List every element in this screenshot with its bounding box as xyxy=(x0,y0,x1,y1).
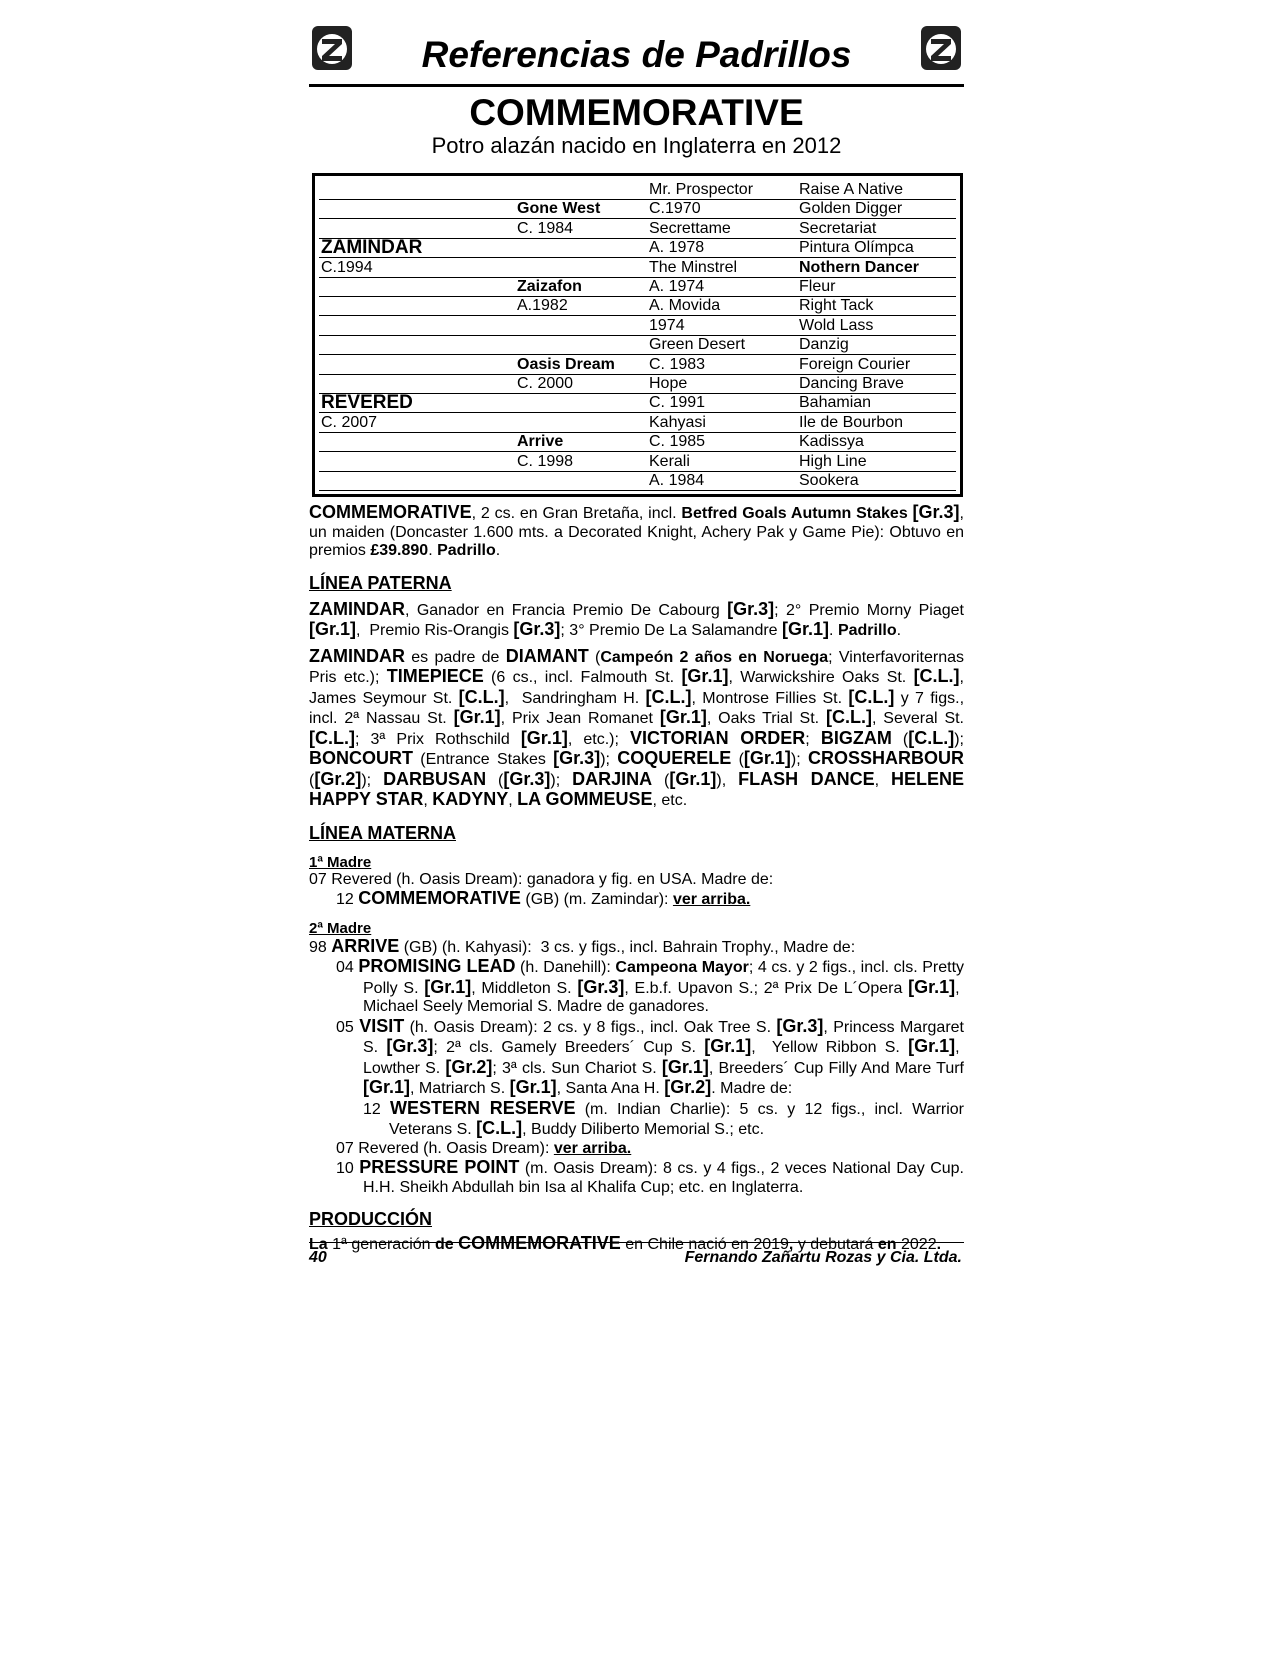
pedigree-row xyxy=(319,452,956,472)
logo-icon xyxy=(918,24,964,72)
second-dam-heading: 2ª Madre xyxy=(309,919,372,937)
pedigree-cell-c4: High Line xyxy=(799,452,867,470)
pedigree-row xyxy=(319,258,956,278)
pedigree-cell-c3: Hope xyxy=(649,375,688,392)
pedigree-row xyxy=(319,471,956,491)
pedigree-cell-c2: Zaizafon xyxy=(517,278,582,295)
pedigree-cell-c4: Danzig xyxy=(799,336,849,354)
pedigree-cell-c1: ZAMINDAR xyxy=(321,237,423,259)
header-title: Referencias de Padrillos xyxy=(421,34,852,75)
pedigree-cell-c3: Mr. Prospector xyxy=(649,181,754,198)
pedigree-row xyxy=(319,199,956,219)
pedigree-cell-c3: Green Desert xyxy=(649,336,746,354)
section-produccion: PRODUCCIÓN xyxy=(309,1209,433,1229)
pedigree-row xyxy=(319,393,956,413)
pedigree-cell-c2: Gone West xyxy=(517,200,601,218)
pedigree-cell-c3: A. 1984 xyxy=(649,472,705,489)
pedigree-cell-c1: C. 2007 xyxy=(321,413,378,431)
page-footer xyxy=(309,1242,964,1267)
pedigree-cell-c4: Secretariat xyxy=(799,219,877,237)
pedigree-row xyxy=(319,219,956,239)
pedigree-cell-c2: Oasis Dream xyxy=(517,355,615,373)
pedigree-cell-c2: A.1982 xyxy=(517,297,568,315)
pedigree-row xyxy=(319,277,956,297)
footer-company: Fernando Zañartu Rozas y Cia. Ltda. xyxy=(684,1249,962,1266)
pedigree-row xyxy=(319,374,956,394)
pedigree-row xyxy=(319,316,956,336)
pedigree-cell-c3: C. 1983 xyxy=(649,355,706,373)
pedigree-table xyxy=(312,173,963,497)
pedigree-row xyxy=(319,238,956,258)
pedigree-row xyxy=(319,413,956,433)
first-dam-entry: 07 Revered (h. Oasis Dream): ganadora y fig. en USA. Madre de: xyxy=(309,870,774,888)
production-text: La 1ª generación de COMMEMORATIVE en Chile nació en 2019, y debutará en 2022. xyxy=(309,1233,942,1253)
pedigree-cell-c4: Ile de Bourbon xyxy=(799,413,904,431)
pedigree-cell-c3: A. Movida xyxy=(649,297,721,315)
pedigree-row xyxy=(319,296,956,316)
pedigree-cell-c4: Golden Digger xyxy=(799,200,903,218)
horse-name: COMMEMORATIVE xyxy=(469,92,804,133)
sire-summary: ZAMINDAR, Ganador en Francia Premio De Cabourg [Gr.3]; 2° Premio Morny Piaget [Gr.1], Premio Ris-Orangis [Gr.3]; 3° Premio De La Salamandre [Gr.1]. Padrillo. xyxy=(309,598,965,639)
page-header xyxy=(309,20,964,87)
pedigree-cell-c4: Bahamian xyxy=(799,394,872,412)
pedigree-row xyxy=(319,355,956,375)
pedigree-row xyxy=(319,432,956,452)
section-linea-materna: LÍNEA MATERNA xyxy=(309,822,456,843)
section-linea-paterna: LÍNEA PATERNA xyxy=(309,572,452,593)
pedigree-cell-c3: C. 1991 xyxy=(649,394,706,412)
page xyxy=(309,20,964,1255)
pedigree-cell-c4: Kadissya xyxy=(799,433,864,451)
pedigree-cell-c3: The Minstrel xyxy=(649,258,738,276)
pedigree-row xyxy=(319,180,956,200)
pedigree-cell-c2: Arrive xyxy=(517,433,564,451)
second-dam-foal: 05 VISIT (h. Oasis Dream): 2 cs. y 8 figs., incl. Oak Tree S. [Gr.3], Princess Margaret S. [Gr.3]; 2ª cls. Gamely Breeders´ Cup S. [Gr.1], Yellow Ribbon S. [Gr.1], Lowther S. [Gr.2]; 3ª cls. Sun Chariot S. [Gr.1], Breeders´ Cup Filly And Mare Turf [Gr.1], Matriarch S. [Gr.1], Santa Ana H. [Gr.2]. Madre de: xyxy=(336,1015,965,1097)
pedigree-cell-c4: Pintura Olímpca xyxy=(799,239,914,257)
pedigree-cell-c3: A. 1974 xyxy=(649,278,705,295)
third-gen-foal: 12 WESTERN RESERVE (m. Indian Charlie): 5 cs. y 12 figs., incl. Warrior Veterans S. [C.L.], Buddy Diliberto Memorial S.; etc. xyxy=(363,1097,965,1138)
second-dam-foal: 10 PRESSURE POINT (m. Oasis Dream): 8 cs. y 4 figs., 2 veces National Day Cup. H.H. Sheikh Abdullah bin Isa al Khalifa Cup; etc. en Inglaterra. xyxy=(336,1157,964,1196)
pedigree-cell-c4: Fleur xyxy=(799,278,836,295)
pedigree-cell-c3: Kahyasi xyxy=(649,413,706,431)
pedigree-cell-c4: Sookera xyxy=(799,472,859,489)
second-dam-foal: 04 PROMISING LEAD (h. Danehill): Campeona Mayor; 4 cs. y 2 figs., incl. cls. Pretty Polly S. [Gr.1], Middleton S. [Gr.3], E.b.f. Upavon S.; 2ª Prix De L´Opera [Gr.1], Michael Seely Memorial S. Madre de ganadores. xyxy=(336,956,965,1015)
pedigree-cell-c4: Right Tack xyxy=(799,297,874,315)
pedigree-cell-c4: Foreign Courier xyxy=(799,355,911,373)
pedigree-cell-c3: C.1970 xyxy=(649,200,701,218)
pedigree-cell-c4: Wold Lass xyxy=(799,316,874,334)
pedigree-cell-c3: Secrettame xyxy=(649,219,731,237)
pedigree-cell-c4: Nothern Dancer xyxy=(799,258,920,276)
pedigree-row xyxy=(319,335,956,355)
pedigree-cell-c1: REVERED xyxy=(321,392,413,414)
second-dam-foal: 07 Revered (h. Oasis Dream): ver arriba. xyxy=(336,1139,632,1157)
pedigree-cell-c2: C. 1984 xyxy=(517,219,574,237)
horse-subtitle: Potro alazán nacido en Inglaterra en 2012 xyxy=(431,133,842,158)
page-number: 40 xyxy=(309,1249,327,1266)
pedigree-cell-c4: Raise A Native xyxy=(799,181,904,198)
pedigree-cell-c1: C.1994 xyxy=(321,258,373,276)
pedigree-cell-c3: Kerali xyxy=(649,452,690,470)
first-dam-heading: 1ª Madre xyxy=(309,853,372,871)
horse-summary: COMMEMORATIVE, 2 cs. en Gran Bretaña, incl. Betfred Goals Autumn Stakes [Gr.3], un maiden (Doncaster 1.600 mts. a Decorated Knight, Achery Pak y Game Pie): Obtuvo en premios £39.890. Padrillo. xyxy=(309,502,964,559)
sire-progeny: ZAMINDAR es padre de DIAMANT (Campeón 2 años en Noruega; Vinterfavoriternas Pris etc.); TIMEPIECE (6 cs., incl. Falmouth St. [Gr.1], Warwickshire Oaks St. [C.L.], James Seymour St. [C.L.], Sandringham H. [C.L.], Montrose Fillies St. [C.L.] y 7 figs., incl. 2ª Nassau St. [Gr.1], Prix Jean Romanet [Gr.1], Oaks Trial St. [C.L.], Several St. [C.L.]; 3ª Prix Rothschild [Gr.1], etc.); VICTORIAN ORDER; BIGZAM ([C.L.]); BONCOURT (Entrance Stakes [Gr.3]); COQUERELE ([Gr.1]); CROSSHARBOUR ([Gr.2]); DARBUSAN ([Gr.3]); DARJINA ([Gr.1]), FLASH DANCE, HELENE HAPPY STAR, KADYNY, LA GOMMEUSE, etc. xyxy=(309,645,965,809)
first-dam-foal: 12 COMMEMORATIVE (GB) (m. Zamindar): ver arriba. xyxy=(336,888,751,908)
pedigree-cell-c3: A. 1978 xyxy=(649,239,705,257)
pedigree-cell-c2: C. 1998 xyxy=(517,452,574,470)
pedigree-cell-c3: 1974 xyxy=(649,316,685,334)
pedigree-cell-c3: C. 1985 xyxy=(649,433,706,451)
second-dam-entry: 98 ARRIVE (GB) (h. Kahyasi): 3 cs. y figs., incl. Bahrain Trophy., Madre de: xyxy=(309,935,856,956)
pedigree-cell-c4: Dancing Brave xyxy=(799,375,904,392)
pedigree-cell-c2: C. 2000 xyxy=(517,375,574,392)
